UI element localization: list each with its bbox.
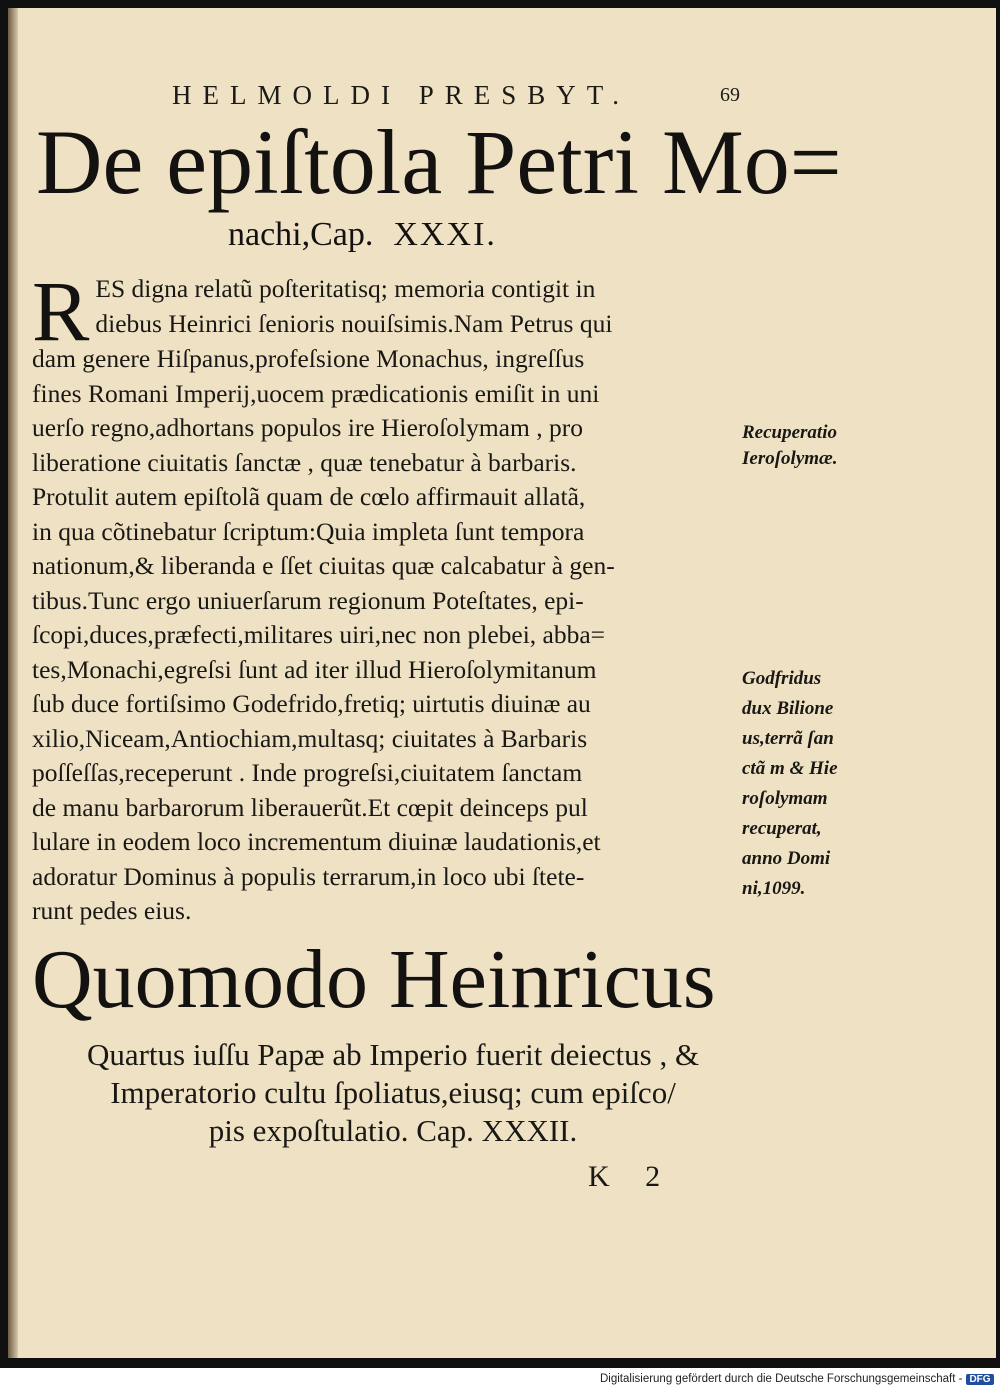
margin-note-line: Ieroſolymæ. xyxy=(742,448,838,469)
body-line: liberatione ciuitatis ſanctæ , quæ tenebatur à barbaris. xyxy=(32,447,577,477)
margin-note-line: roſolymam xyxy=(742,788,828,809)
body-line: xilio,Niceam,Antiochiam,multasq; ciuitates à Barbaris xyxy=(32,723,588,753)
dfg-footer xyxy=(600,1373,994,1385)
running-head: HELMOLDI PRESBYT. xyxy=(172,80,631,110)
chapter-31-title: De epiſtola Petri Mo= xyxy=(36,111,842,213)
chapter-31-title-continuation xyxy=(228,216,497,254)
margin-note-recuperatio xyxy=(742,420,838,472)
subtitle-line: Imperatorio cultu ſpoliatus,eiusq; cum epiſco/ xyxy=(110,1075,676,1110)
body-line: adoratur Dominus à populis terrarum,in loco ubi ſtete- xyxy=(32,861,585,891)
margin-note-line: us,terrã ſan xyxy=(742,728,834,749)
body-line: poſſeſſas,receperunt . Inde progreſsi,ciuitatem ſanctam xyxy=(32,758,583,787)
body-line: Protulit autem epiſtolã quam de cœlo affirmauit allatã, xyxy=(32,482,586,511)
body-line: runt pedes eius. xyxy=(32,896,192,925)
body-line: ſub duce fortiſsimo Godefrido,fretiq; uirtutis diuinæ au xyxy=(32,689,591,718)
body-line: diebus Heinrici ſenioris nouiſsimis.Nam Petrus qui xyxy=(95,308,613,338)
margin-note-godfridus xyxy=(742,664,838,904)
body-line: ES digna relatũ poſteritatisq; memoria contigit in xyxy=(95,274,596,303)
margin-note-line: Godfridus xyxy=(742,668,822,689)
body-line: ſcopi,duces,præfecti,militares uiri,nec non plebei, abba= xyxy=(32,620,606,649)
body-line: in qua cõtinebatur ſcriptum:Quia impleta ſunt tempora xyxy=(32,516,585,546)
chapter-31-title-cont-text: nachi,Cap. xyxy=(228,216,374,253)
margin-note-line: recuperat, xyxy=(742,818,822,839)
chapter-32-subtitle xyxy=(28,1036,758,1150)
chapter-31-body xyxy=(32,263,747,929)
body-line: de manu barbarorum liberauerũt.Et cœpit deinceps pul xyxy=(32,792,588,822)
margin-note-line: Recuperatio xyxy=(742,422,837,443)
dfg-logo: DFG xyxy=(966,1374,993,1385)
subtitle-line: pis expoſtulatio. Cap. XXXII. xyxy=(208,1113,578,1148)
body-line: tibus.Tunc ergo uniuerſarum regionum Poteſtates, epi- xyxy=(32,585,584,615)
body-line: lulare in eodem loco incrementum diuinæ laudationis,et xyxy=(32,827,601,856)
chapter-32-title: Quomodo Heinricus xyxy=(32,933,716,1026)
signature-mark: K 2 xyxy=(588,1160,675,1193)
body-line: fines Romani Imperij,uocem prædicationis emiſit in uni xyxy=(32,378,600,408)
drop-cap: R xyxy=(32,263,90,359)
footer-text: Digitalisierung gefördert durch die Deutsche Forschungsgemeinschaft - xyxy=(600,1373,963,1385)
page-gutter xyxy=(8,8,18,1358)
body-line: uerſo regno,adhortans populos ire Hieroſolymam , pro xyxy=(32,413,583,442)
chapter-31-number: XXXI. xyxy=(393,216,497,253)
margin-note-line: ni,1099. xyxy=(742,878,806,899)
margin-note-line: ctã m & Hie xyxy=(742,758,838,779)
body-line: dam genere Hiſpanus,profeſsione Monachus, ingreſſus xyxy=(32,344,585,373)
page-number: 69 xyxy=(720,84,740,106)
body-line: nationum,& liberanda e ſſet ciuitas quæ calcabatur à gen- xyxy=(32,551,615,580)
margin-note-line: anno Domi xyxy=(742,848,831,869)
subtitle-line: Quartus iuſſu Papæ ab Imperio fuerit deiectus , & xyxy=(86,1037,700,1072)
margin-note-line: dux Bilione xyxy=(742,698,834,719)
body-line: tes,Monachi,egreſsi ſunt ad iter illud Hieroſolymitanum xyxy=(32,654,597,684)
